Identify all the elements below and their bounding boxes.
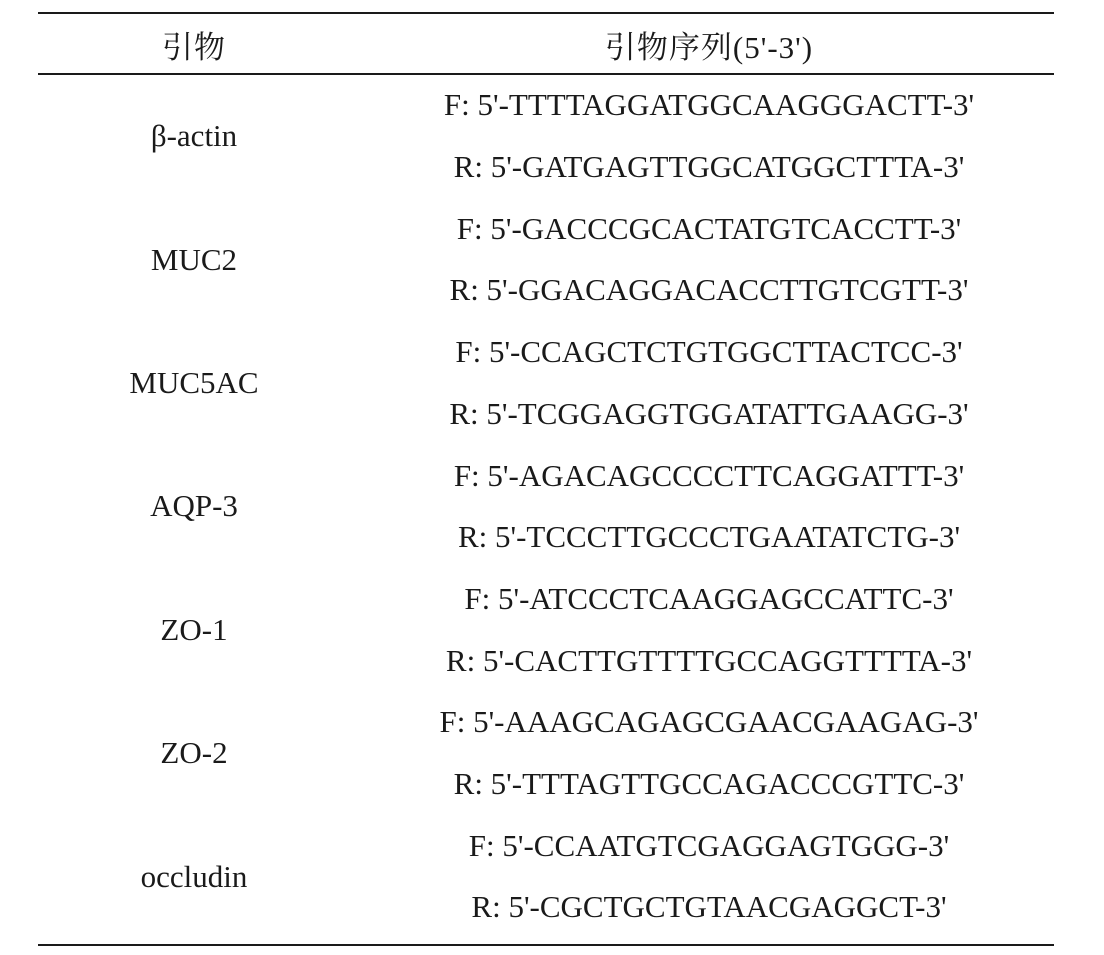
reverse-primer: R: 5'-CGCTGCTGTAACGAGGCT-3' bbox=[471, 889, 947, 925]
reverse-primer: R: 5'-TTTAGTTGCCAGACCCGTTC-3' bbox=[453, 765, 965, 801]
table-header-row bbox=[38, 14, 1054, 73]
header-primer-sequence: 引物序列(5'-3') bbox=[604, 30, 814, 65]
forward-primer: F: 5'-GACCCGCACTATGTCACCTT-3' bbox=[456, 210, 962, 246]
gene-name: MUC5AC bbox=[129, 364, 259, 400]
header-primer: 引物 bbox=[162, 30, 226, 65]
primer-table bbox=[38, 12, 1054, 946]
reverse-primer: R: 5'-TCCCTTGCCCTGAATATCTG-3' bbox=[457, 519, 961, 555]
gene-name: AQP-3 bbox=[150, 488, 238, 524]
reverse-primer: R: 5'-GATGAGTTGGCATGGCTTTA-3' bbox=[453, 149, 965, 185]
table-row bbox=[38, 691, 1054, 814]
table-row bbox=[38, 445, 1054, 568]
table-row bbox=[38, 815, 1054, 938]
gene-name: MUC2 bbox=[150, 241, 238, 277]
forward-primer: F: 5'-AAAGCAGAGCGAACGAAGAG-3' bbox=[439, 704, 979, 740]
table-body bbox=[38, 75, 1054, 939]
reverse-primer: R: 5'-GGACAGGACACCTTGTCGTT-3' bbox=[449, 272, 969, 308]
table-bottom-rule bbox=[38, 944, 1054, 946]
table-row bbox=[38, 321, 1054, 444]
forward-primer: F: 5'-CCAGCTCTGTGGCTTACTCC-3' bbox=[455, 334, 963, 370]
gene-name: ZO-1 bbox=[160, 611, 228, 647]
forward-primer: F: 5'-ATCCCTCAAGGAGCCATTC-3' bbox=[464, 580, 954, 616]
table-row bbox=[38, 75, 1054, 198]
gene-name: β-actin bbox=[150, 118, 238, 154]
reverse-primer: R: 5'-TCGGAGGTGGATATTGAAGG-3' bbox=[449, 395, 969, 431]
table-row bbox=[38, 198, 1054, 321]
gene-name: occludin bbox=[140, 858, 248, 894]
gene-name: ZO-2 bbox=[160, 735, 228, 771]
forward-primer: F: 5'-TTTTAGGATGGCAAGGGACTT-3' bbox=[443, 87, 975, 123]
table-row bbox=[38, 568, 1054, 691]
reverse-primer: R: 5'-CACTTGTTTTGCCAGGTTTTA-3' bbox=[445, 642, 973, 678]
forward-primer: F: 5'-AGACAGCCCCTTCAGGATTT-3' bbox=[453, 457, 965, 493]
forward-primer: F: 5'-CCAATGTCGAGGAGTGGG-3' bbox=[468, 827, 950, 863]
